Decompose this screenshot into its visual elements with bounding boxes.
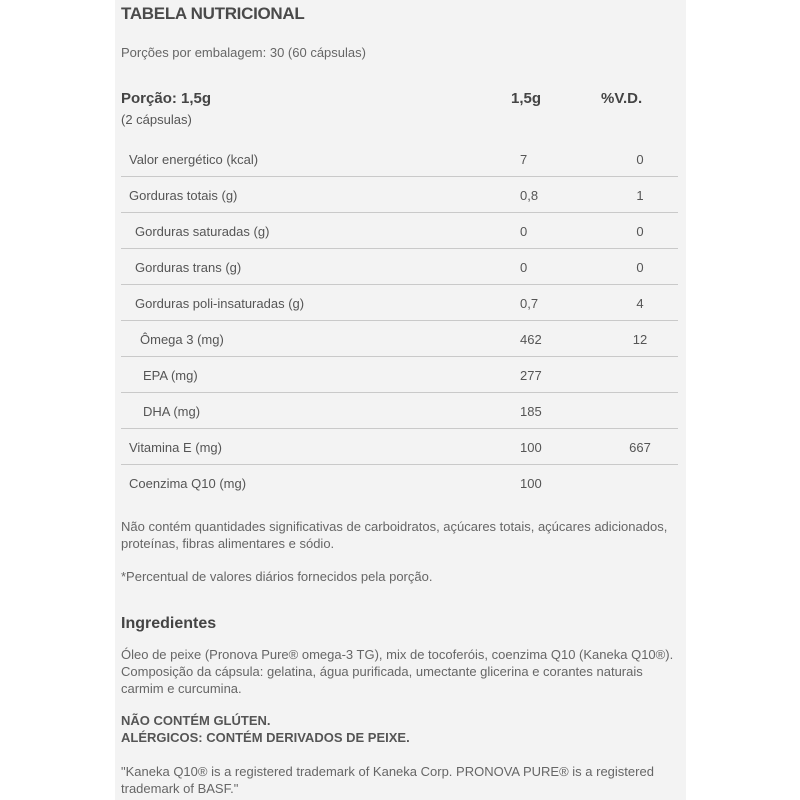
nutrient-name: Gorduras trans (g) [135, 260, 242, 275]
gluten-warning: NÃO CONTÉM GLÚTEN. [121, 713, 271, 728]
trademark-note: "Kaneka Q10® is a registered trademark of Kaneka Corp. PRONOVA PURE® is a registered trademark of BASF." [121, 764, 654, 796]
nutrient-daily-value: 0 [636, 152, 644, 167]
page-title: TABELA NUTRICIONAL [121, 4, 305, 23]
table-row [121, 321, 678, 357]
nutrient-daily-value: 12 [632, 332, 648, 347]
nutrient-name: EPA (mg) [143, 368, 198, 383]
nutrient-name: Gorduras saturadas (g) [135, 224, 270, 239]
nutrient-amount: 0 [520, 224, 528, 239]
nutrient-amount: 7 [520, 152, 528, 167]
table-row [121, 285, 678, 321]
ingredients-text: Óleo de peixe (Pronova Pure® omega-3 TG), mix de tocoferóis, coenzima Q10 (Kaneka Q10®). Composição da cápsula: gelatina, água purificada, umectante glicerina e corantes naturais carmim e curcumina. [121, 647, 674, 696]
table-row [121, 249, 678, 285]
nutrient-name: Ômega 3 (mg) [140, 332, 224, 347]
portion-sublabel: (2 cápsulas) [121, 112, 192, 127]
nutrient-amount: 185 [520, 404, 542, 419]
nutrient-daily-value: 4 [636, 296, 644, 311]
nutrient-daily-value: 1 [636, 188, 644, 203]
nutrient-amount: 462 [520, 332, 542, 347]
nutrient-amount: 0,8 [520, 188, 539, 203]
nutrient-name: Valor energético (kcal) [129, 152, 259, 167]
percent-footnote: *Percentual de valores diários fornecidos pela porção. [121, 569, 433, 584]
nutrient-amount: 277 [520, 368, 542, 383]
table-row [121, 429, 678, 465]
nutrient-daily-value: 0 [636, 224, 644, 239]
nutrient-amount: 100 [520, 476, 542, 491]
nutrient-daily-value: 667 [629, 440, 651, 455]
table-row [121, 177, 678, 213]
table-row [121, 357, 678, 393]
nutrient-name: Gorduras totais (g) [129, 188, 238, 203]
not-significant-note: Não contém quantidades significativas de carboidratos, açúcares totais, açúcares adicionados, proteínas, fibras alimentares e sódio. [121, 519, 668, 551]
daily-value-column-header: %V.D. [601, 90, 643, 107]
table-row [121, 465, 678, 501]
nutrient-amount: 100 [520, 440, 542, 455]
nutrient-amount: 0,7 [520, 296, 539, 311]
nutrient-name: Coenzima Q10 (mg) [129, 476, 247, 491]
nutrient-name: Vitamina E (mg) [129, 440, 222, 455]
nutrition-table [121, 141, 678, 501]
ingredients-heading: Ingredientes [121, 615, 217, 632]
portion-label: Porção: 1,5g [121, 90, 212, 107]
amount-column-header: 1,5g [511, 90, 542, 107]
nutrient-name: DHA (mg) [143, 404, 201, 419]
nutrient-daily-value: 0 [636, 260, 644, 275]
table-row [121, 213, 678, 249]
table-row [121, 393, 678, 429]
nutrient-amount: 0 [520, 260, 528, 275]
table-row [121, 141, 678, 177]
servings-per-package: Porções por embalagem: 30 (60 cápsulas) [121, 45, 366, 60]
allergen-warning: ALÉRGICOS: CONTÉM DERIVADOS DE PEIXE. [121, 730, 410, 745]
nutrient-name: Gorduras poli-insaturadas (g) [135, 296, 305, 311]
